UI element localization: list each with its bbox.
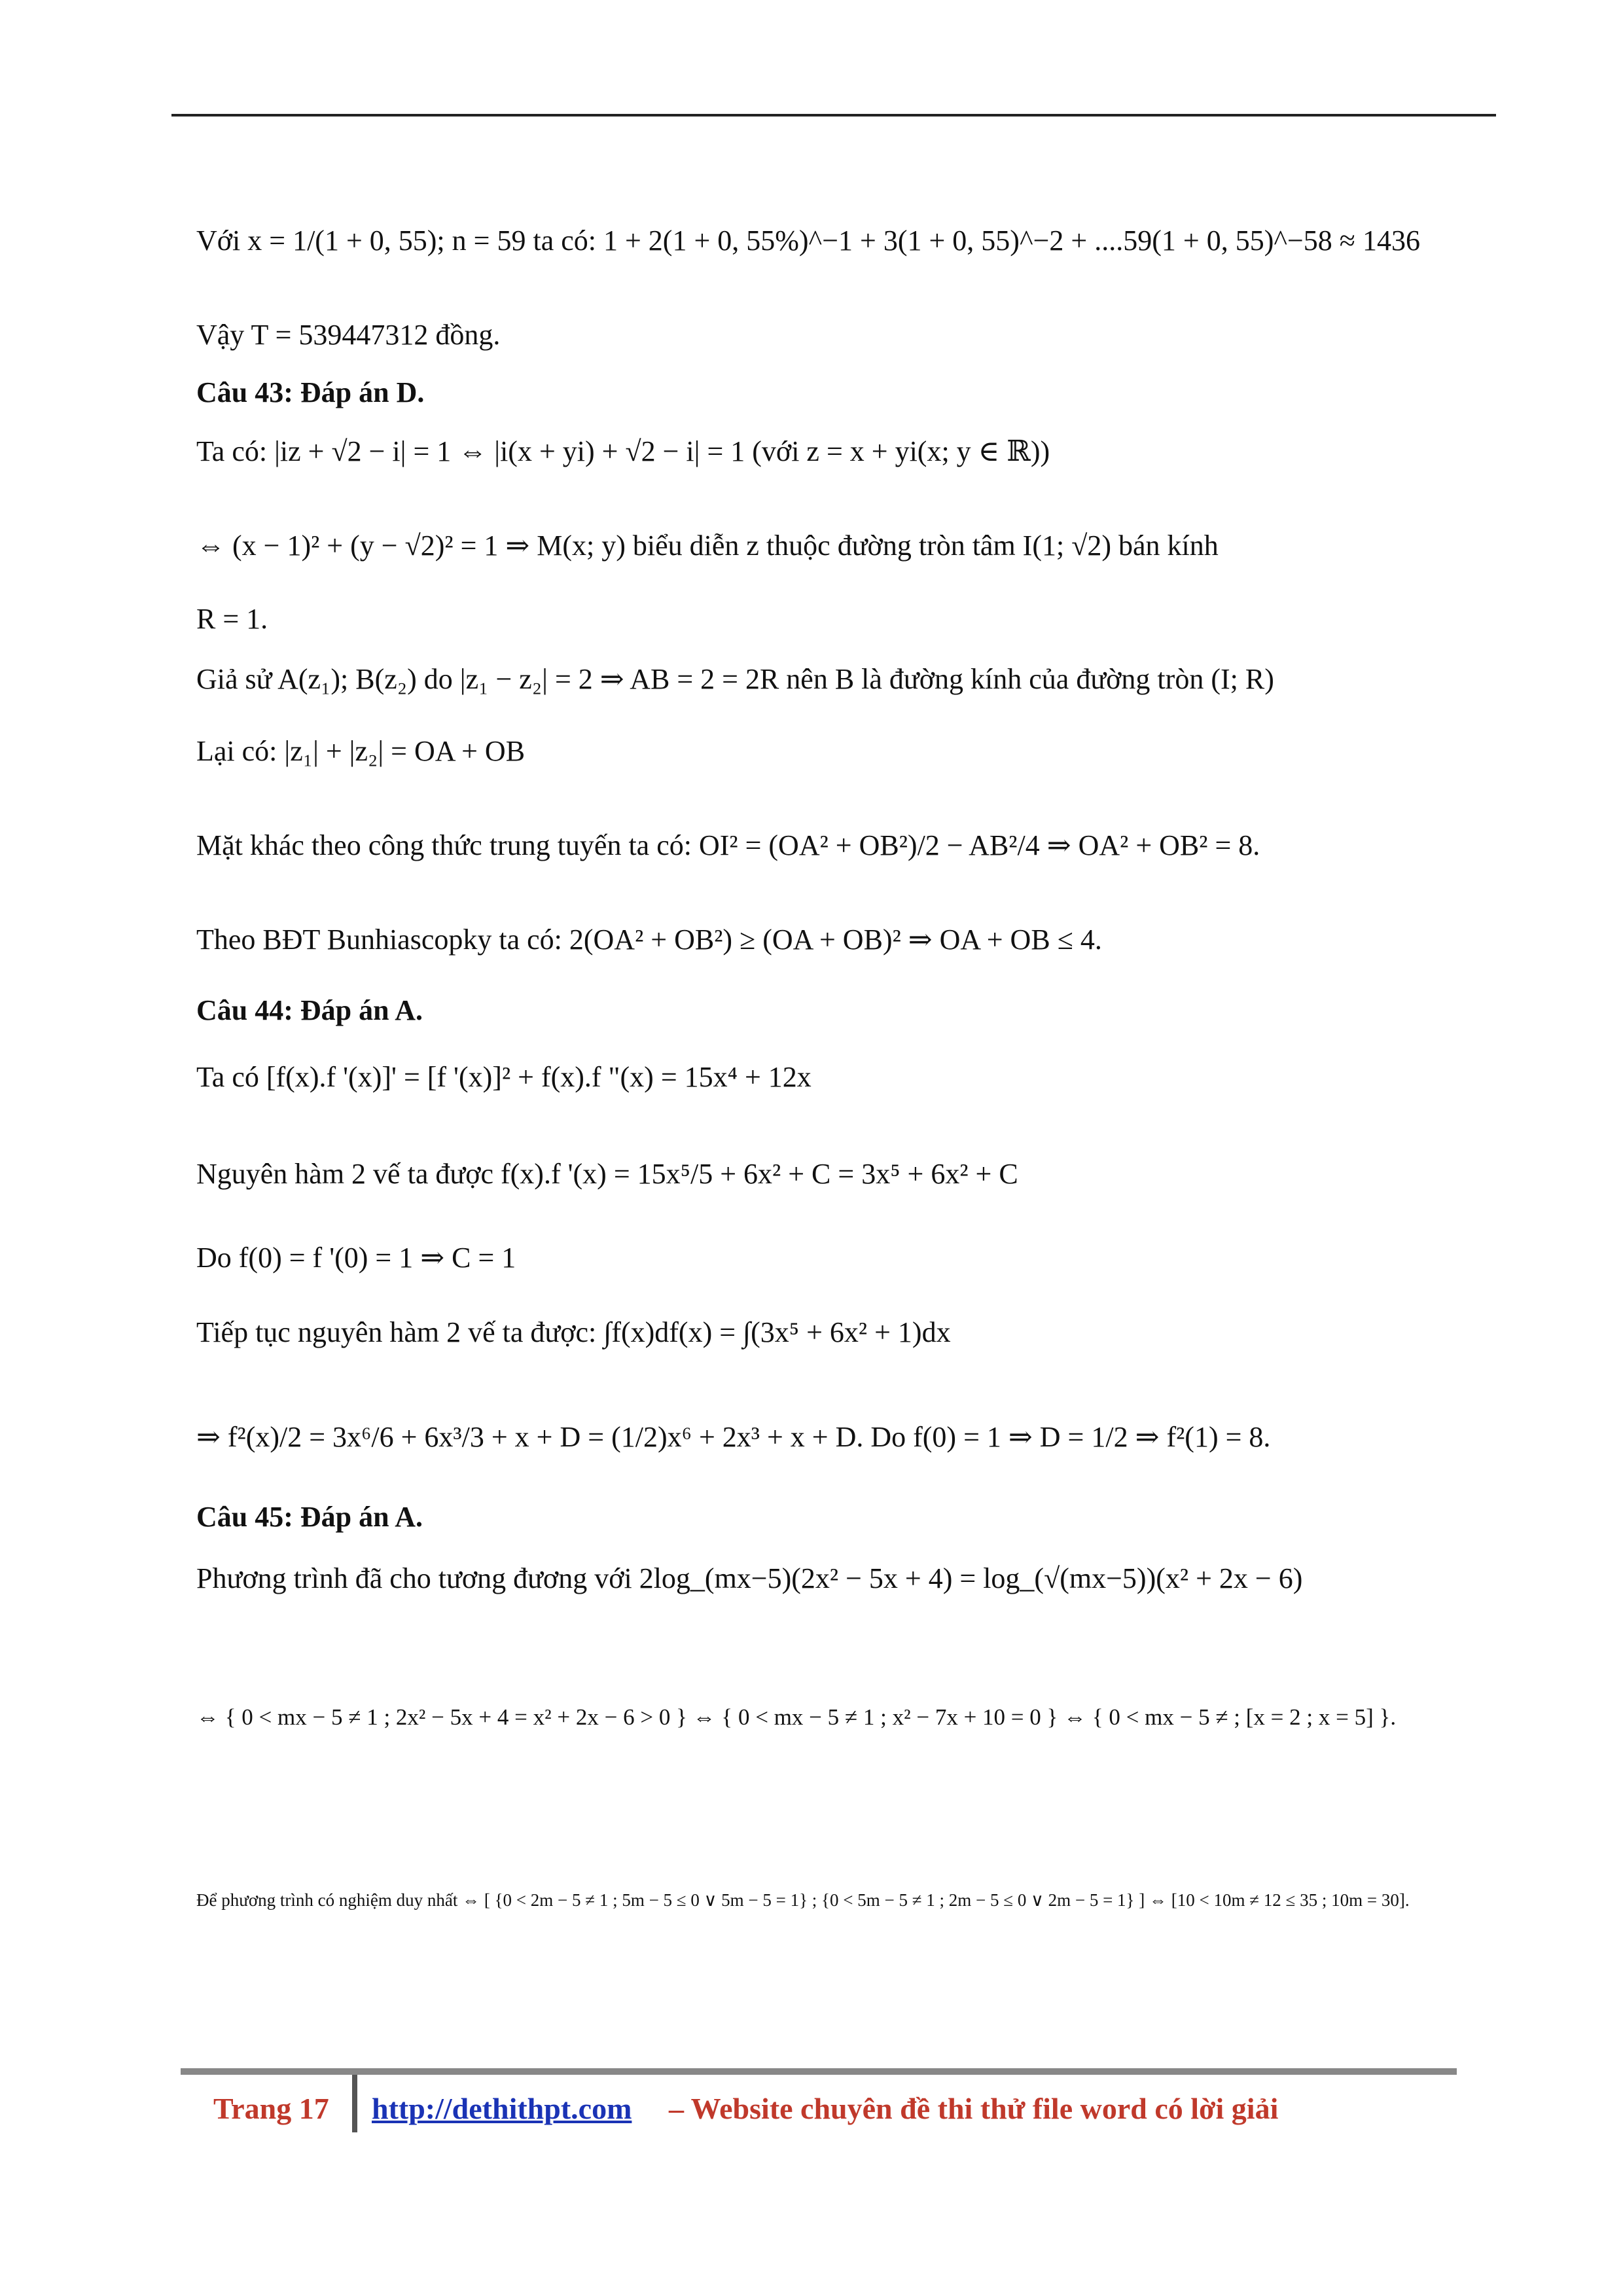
- line-l03: Câu 43: Đáp án D.: [196, 376, 425, 408]
- line-l20: Để phương trình có nghiệm duy nhất ⇔ [ {0 < 2m − 5 ≠ 1 ; 5m − 5 ≤ 0 ∨ 5m − 5 = 1} ; {0 < 5m − 5 ≠ 1 ; 2m − 5 ≤ 0 ∨ 2m − 5 = 1} ] ⇔ [10 < 10m ≠ 12 ≤ 35 ; 10m = 30].: [196, 1890, 1410, 1910]
- line-l07: Giả sử A(z₁); B(z₂) do |z₁ − z₂| = 2 ⇒ AB = 2 = 2R nên B là đường kính của đường tròn (I; R): [196, 663, 1274, 695]
- line-l13: Nguyên hàm 2 vế ta được f(x).f '(x) = 15x⁵/5 + 6x² + C = 3x⁵ + 6x² + C: [196, 1158, 1018, 1190]
- line-l10: Theo BĐT Bunhiascopky ta có: 2(OA² + OB²) ≥ (OA + OB)² ⇒ OA + OB ≤ 4.: [196, 924, 1102, 956]
- footer-website-link[interactable]: http://dethithpt.com: [372, 2092, 632, 2125]
- line-l02: Vậy T = 539447312 đồng.: [196, 319, 501, 351]
- line-l06: R = 1.: [196, 603, 268, 635]
- line-l09: Mặt khác theo công thức trung tuyến ta có: OI² = (OA² + OB²)/2 − AB²/4 ⇒ OA² + OB² = 8.: [196, 829, 1260, 861]
- line-l04: Ta có: |iz + √2 − i| = 1 ⇔ |i(x + yi) + √2 − i| = 1 (với z = x + yi(x; y ∈ ℝ)): [196, 435, 1050, 467]
- line-l11: Câu 44: Đáp án A.: [196, 994, 423, 1026]
- line-l01: Với x = 1/(1 + 0, 55); n = 59 ta có: 1 + 2(1 + 0, 55%)^−1 + 3(1 + 0, 55)^−2 + ....59(1 + 0, 55)^−58 ≈ 1436: [196, 224, 1420, 257]
- footer-page-number: Trang 17: [213, 2092, 329, 2125]
- line-l19: ⇔ { 0 < mx − 5 ≠ 1 ; 2x² − 5x + 4 = x² + 2x − 6 > 0 } ⇔ { 0 < mx − 5 ≠ 1 ; x² − 7x + 10 = 0 } ⇔ { 0 < mx − 5 ≠ ; [x = 2 ; x = 5] }.: [196, 1704, 1397, 1730]
- line-l12: Ta có [f(x).f '(x)]' = [f '(x)]² + f(x).f "(x) = 15x⁴ + 12x: [196, 1061, 812, 1093]
- line-l16: ⇒ f²(x)/2 = 3x⁶/6 + 6x³/3 + x + D = (1/2)x⁶ + 2x³ + x + D. Do f(0) = 1 ⇒ D = 1/2 ⇒ f²(1) = 8.: [196, 1421, 1271, 1453]
- footer-description: – Website chuyên đề thi thử file word có lời giải: [669, 2092, 1279, 2125]
- line-l18: Phương trình đã cho tương đương với 2log_(mx−5)(2x² − 5x + 4) = log_(√(mx−5))(x² + 2x − 6): [196, 1562, 1303, 1594]
- line-l05: ⇔ (x − 1)² + (y − √2)² = 1 ⇒ M(x; y) biểu diễn z thuộc đường tròn tâm I(1; √2) bán kính: [196, 529, 1219, 562]
- line-l17: Câu 45: Đáp án A.: [196, 1501, 423, 1533]
- line-l14: Do f(0) = f '(0) = 1 ⇒ C = 1: [196, 1242, 516, 1274]
- footer-rule: [181, 2068, 1457, 2075]
- footer-separator: [352, 2075, 357, 2132]
- line-l15: Tiếp tục nguyên hàm 2 vế ta được: ∫f(x)df(x) = ∫(3x⁵ + 6x² + 1)dx: [196, 1316, 951, 1348]
- header-rule: [171, 114, 1496, 117]
- line-l08: Lại có: |z₁| + |z₂| = OA + OB: [196, 735, 526, 767]
